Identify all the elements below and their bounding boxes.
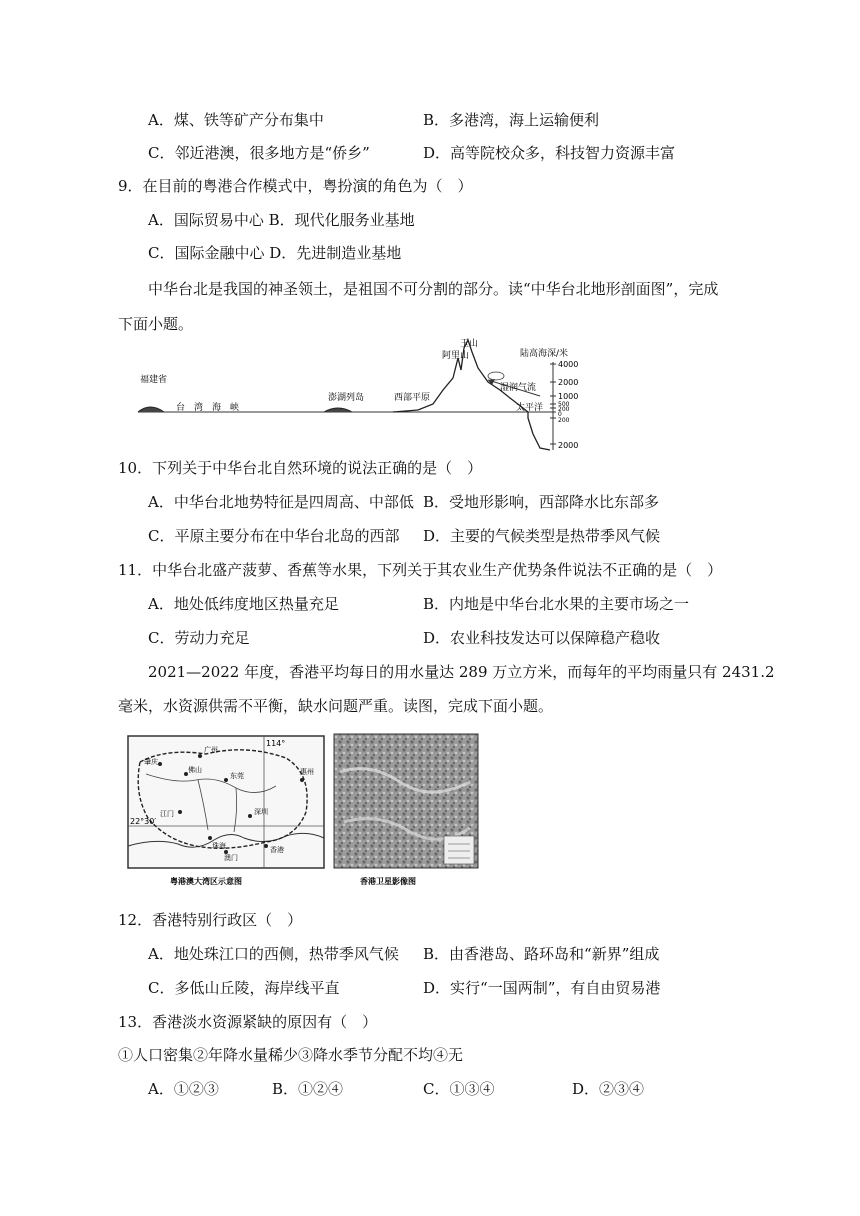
- map-place-foshan: 佛山: [188, 766, 202, 774]
- satellite-caption: 香港卫星影像图: [360, 877, 416, 886]
- profile-tick-500: 500: [558, 401, 570, 408]
- profile-label-fujian: 福建省: [140, 375, 168, 385]
- q11-option-d: D．农业科技发达可以保障稳产稳收: [423, 629, 661, 647]
- map-place-shenzhen: 深圳: [254, 808, 268, 816]
- profile-tick-2000: 2000: [558, 378, 579, 387]
- map-lon-label: 114°: [266, 739, 286, 748]
- q11-option-b: B．内地是中华台北水果的主要市场之一: [423, 595, 690, 613]
- q9-stem: 9．在目前的粤港合作模式中，粤扮演的角色为（ ）: [118, 177, 473, 195]
- profile-label-penghu: 澎湖列岛: [328, 393, 365, 403]
- q13-items: ①人口密集②年降水量稀少③降水季节分配不均④无: [118, 1046, 464, 1064]
- q13-stem: 13．香港淡水资源紧缺的原因有（ ）: [118, 1013, 378, 1031]
- profile-tick-0: 0: [558, 411, 562, 418]
- hk-intro-line2: 毫米，水资源供需不平衡，缺水问题严重。读图，完成下面小题。: [118, 697, 554, 715]
- profile-label-yushan: 玉山: [460, 339, 479, 349]
- map-place-zhaoqing: 肇庆: [144, 758, 158, 766]
- map-place-zhuhai: 珠海: [212, 842, 226, 850]
- profile-label-west-plain: 西部平原: [394, 393, 431, 403]
- profile-label-pacific: 太平洋: [516, 403, 544, 413]
- profile-tick-1000: 1000: [558, 392, 579, 401]
- q13-option-c: C．①③④: [423, 1080, 495, 1098]
- profile-label-wet-air: 湿润气流: [500, 383, 537, 393]
- map-place-macao: 澳门: [224, 854, 238, 862]
- q10-stem: 10．下列关于中华台北自然环境的说法正确的是（ ）: [118, 459, 483, 477]
- profile-label-strait: 台 湾 海 峡: [176, 403, 240, 413]
- map-place-jiangmen: 江门: [160, 810, 174, 818]
- q9-options-cd: C．国际金融中心 D．先进制造业基地: [148, 244, 402, 262]
- profile-label-alishan: 阿里山: [442, 351, 470, 361]
- hk-intro-line1: 2021—2022 年度，香港平均每日的用水量达 289 万立方米，而每年的平均雨量只有 2431.2: [148, 663, 775, 681]
- map-place-guangzhou: 广州: [204, 746, 218, 754]
- q13-option-d: D．②③④: [572, 1080, 645, 1098]
- q10-option-b: B．受地形影响，西部降水比东部多: [423, 493, 660, 511]
- q8-option-d: D．高等院校众多，科技智力资源丰富: [423, 144, 676, 162]
- q12-option-b: B．由香港岛、路环岛和“新界”组成: [423, 945, 660, 963]
- greater-bay-area-map: [126, 734, 326, 890]
- q13-option-b: B．①②④: [272, 1080, 344, 1098]
- q13-option-a: A．①②③: [148, 1080, 219, 1098]
- map-lat-label: 22°30′: [130, 817, 157, 826]
- profile-tick-2000-below: 2000: [558, 441, 579, 450]
- q8-option-a: A．煤、铁等矿产分布集中: [148, 111, 324, 129]
- q10-option-a: A．中华台北地势特征是四周高、中部低: [148, 493, 414, 511]
- q12-option-d: D．实行“一国两制”，有自由贸易港: [423, 979, 661, 997]
- map-place-huizhou: 惠州: [300, 768, 314, 776]
- q9-options-ab: A．国际贸易中心 B．现代化服务业基地: [148, 211, 415, 229]
- profile-axis-title: 陆高海深/米: [520, 349, 569, 359]
- profile-tick-4000: 4000: [558, 360, 579, 369]
- hong-kong-satellite-image: [330, 732, 480, 890]
- profile-tick-200-below: 200: [558, 417, 570, 424]
- q10-option-c: C．平原主要分布在中华台北岛的西部: [148, 527, 400, 545]
- map-place-hongkong: 香港: [270, 846, 284, 854]
- q11-stem: 11．中华台北盛产菠萝、香蕉等水果，下列关于其农业生产优势条件说法不正确的是（ ）: [118, 561, 723, 579]
- q11-option-c: C．劳动力充足: [148, 629, 250, 647]
- q11-option-a: A．地处低纬度地区热量充足: [148, 595, 339, 613]
- q10-option-d: D．主要的气候类型是热带季风气候: [423, 527, 661, 545]
- map-place-dongguan: 东莞: [230, 772, 244, 780]
- map-caption: 粤港澳大湾区示意图: [170, 877, 242, 886]
- profile-tick-200: 200: [558, 406, 570, 413]
- q12-option-a: A．地处珠江口的西侧，热带季风气候: [148, 945, 399, 963]
- taiwan-intro-line1: 中华台北是我国的神圣领土，是祖国不可分割的部分。读“中华台北地形剖面图”，完成: [148, 280, 719, 298]
- taiwan-intro-line2: 下面小题。: [118, 315, 194, 333]
- q12-option-c: C．多低山丘陵，海岸线平直: [148, 979, 340, 997]
- q12-stem: 12．香港特别行政区（ ）: [118, 911, 303, 929]
- taiwan-terrain-profile: [128, 338, 598, 456]
- q8-option-b: B．多港湾，海上运输便利: [423, 111, 600, 129]
- q8-option-c: C．邻近港澳，很多地方是“侨乡”: [148, 144, 370, 162]
